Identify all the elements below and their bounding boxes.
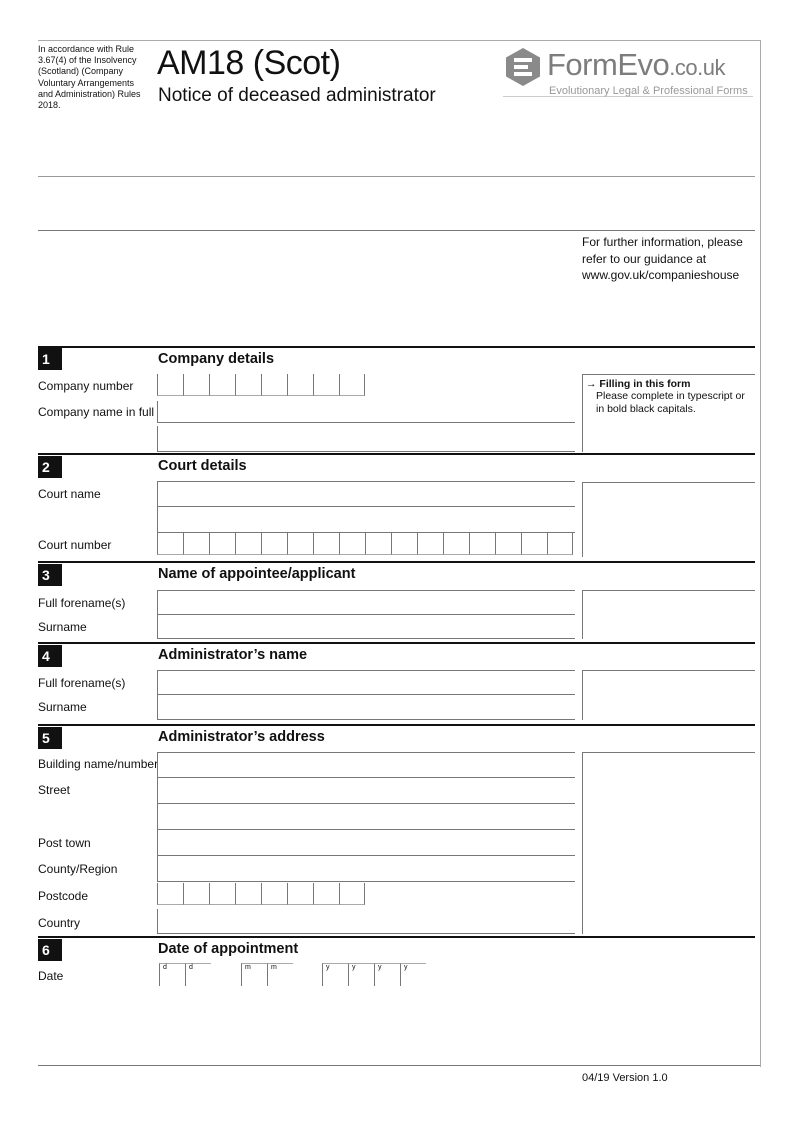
appointee-surname-label: Surname	[38, 620, 87, 634]
court-name-label: Court name	[38, 487, 101, 501]
company-name-input[interactable]	[157, 401, 575, 423]
form-title: Notice of deceased administrator	[158, 85, 436, 106]
date-day-input[interactable]	[159, 963, 211, 986]
char-box[interactable]	[261, 374, 287, 396]
month-digit-box[interactable]: m	[267, 963, 293, 986]
char-box[interactable]	[313, 374, 339, 396]
char-box[interactable]	[209, 533, 235, 555]
date-label: Date	[38, 969, 64, 983]
section-divider	[38, 346, 755, 348]
month-digit-box[interactable]: m	[241, 963, 267, 986]
section-title: Date of appointment	[158, 941, 299, 957]
side-note-box	[582, 590, 755, 639]
help-body: Please complete in typescript or in bold black capitals.	[596, 390, 745, 415]
info-line: For further information, please	[582, 235, 743, 249]
section-number: 4	[38, 645, 62, 667]
section-title: Administrator’s address	[158, 729, 325, 745]
section-title: Administrator’s name	[158, 647, 308, 663]
char-box[interactable]	[417, 533, 443, 555]
court-number-label: Court number	[38, 538, 112, 552]
char-box[interactable]	[261, 533, 287, 555]
administrator-surname-input[interactable]	[157, 695, 575, 720]
street-input[interactable]	[157, 778, 575, 804]
char-box[interactable]	[287, 883, 313, 905]
county-label: County/Region	[38, 862, 118, 876]
country-label: Country	[38, 916, 81, 930]
char-box[interactable]	[287, 374, 313, 396]
company-name-label: Company name in full	[38, 405, 155, 419]
section-number: 6	[38, 939, 62, 961]
date-month-input[interactable]	[241, 963, 293, 986]
appointee-surname-input[interactable]	[157, 615, 575, 639]
section-divider	[38, 561, 755, 563]
postcode-label: Postcode	[38, 889, 89, 903]
char-box[interactable]	[313, 883, 339, 905]
char-box[interactable]	[313, 533, 339, 555]
char-box[interactable]	[287, 533, 313, 555]
post-town-label: Post town	[38, 836, 91, 850]
formevo-logo	[503, 45, 753, 100]
char-box[interactable]	[183, 533, 209, 555]
logo-wordmark: FormEvo.co.uk	[547, 47, 725, 82]
char-box[interactable]	[157, 374, 183, 396]
char-box[interactable]	[209, 374, 235, 396]
section-number: 3	[38, 564, 62, 586]
char-box[interactable]	[547, 533, 573, 555]
administrator-forename-input[interactable]	[157, 670, 575, 695]
year-digit-box[interactable]: y	[322, 963, 348, 986]
building-input[interactable]	[157, 752, 575, 778]
court-name-input-line2[interactable]	[157, 507, 575, 533]
court-name-input[interactable]	[157, 481, 575, 507]
section-divider	[38, 453, 755, 455]
year-digit-box[interactable]: y	[374, 963, 400, 986]
char-box[interactable]	[157, 883, 183, 905]
char-box[interactable]	[365, 533, 391, 555]
administrator-surname-label: Surname	[38, 700, 87, 714]
char-box[interactable]	[521, 533, 547, 555]
version-label: 04/19 Version 1.0	[582, 1072, 668, 1084]
appointee-forename-label: Full forename(s)	[38, 596, 126, 610]
char-box[interactable]	[209, 883, 235, 905]
char-box[interactable]	[469, 533, 495, 555]
char-box[interactable]	[391, 533, 417, 555]
char-box[interactable]	[339, 374, 365, 396]
section-number: 5	[38, 727, 62, 749]
form-code: AM18 (Scot)	[157, 44, 341, 82]
divider	[38, 176, 755, 177]
char-box[interactable]	[339, 883, 365, 905]
section-title: Company details	[158, 351, 275, 367]
postcode-input[interactable]	[157, 883, 365, 905]
section-divider	[38, 936, 755, 938]
info-line: refer to our guidance at	[582, 251, 707, 266]
char-box[interactable]	[495, 533, 521, 555]
char-box[interactable]	[183, 374, 209, 396]
county-input[interactable]	[157, 856, 575, 882]
section-divider	[38, 642, 755, 644]
section-number: 2	[38, 456, 62, 478]
char-box[interactable]	[235, 533, 261, 555]
section-title: Court details	[158, 458, 247, 474]
char-box[interactable]	[157, 533, 183, 555]
divider	[38, 230, 755, 231]
year-digit-box[interactable]: y	[400, 963, 426, 986]
day-digit-box[interactable]: d	[159, 963, 185, 986]
side-note-box	[582, 752, 755, 934]
section-title: Name of appointee/applicant	[158, 566, 356, 582]
side-note-box	[582, 670, 755, 720]
footer-divider	[38, 1065, 760, 1066]
year-digit-box[interactable]: y	[348, 963, 374, 986]
char-box[interactable]	[235, 374, 261, 396]
section-divider	[38, 724, 755, 726]
date-year-input[interactable]	[322, 963, 426, 986]
street-input-line2[interactable]	[157, 804, 575, 830]
post-town-input[interactable]	[157, 830, 575, 856]
char-box[interactable]	[183, 883, 209, 905]
company-name-input-line2[interactable]	[157, 426, 575, 452]
guidance-url: www.gov.uk/companieshouse	[582, 268, 740, 282]
side-note-box	[582, 482, 755, 557]
help-box	[582, 374, 755, 452]
court-number-input[interactable]	[157, 533, 573, 555]
street-label: Street	[38, 783, 71, 797]
char-box[interactable]	[235, 883, 261, 905]
formevo-hex-icon	[503, 47, 543, 87]
char-box[interactable]	[443, 533, 469, 555]
administrator-forename-label: Full forename(s)	[38, 676, 126, 690]
building-label: Building name/number	[38, 757, 159, 771]
day-digit-box[interactable]: d	[185, 963, 211, 986]
char-box[interactable]	[339, 533, 365, 555]
country-input[interactable]	[157, 909, 575, 934]
rule-reference: In accordance with Rule 3.67(4) of the Insolvency (Scotland) (Company Voluntary Arrangements and Administration) Rules 2018.	[38, 44, 141, 111]
appointee-forename-input[interactable]	[157, 590, 575, 615]
company-number-label: Company number	[38, 379, 134, 393]
guidance-info	[582, 234, 752, 284]
logo-tagline: Evolutionary Legal & Professional Forms	[549, 85, 748, 97]
help-title: → Filling in this form	[586, 378, 691, 390]
company-number-input[interactable]	[157, 374, 365, 396]
section-number: 1	[38, 348, 62, 370]
char-box[interactable]	[261, 883, 287, 905]
